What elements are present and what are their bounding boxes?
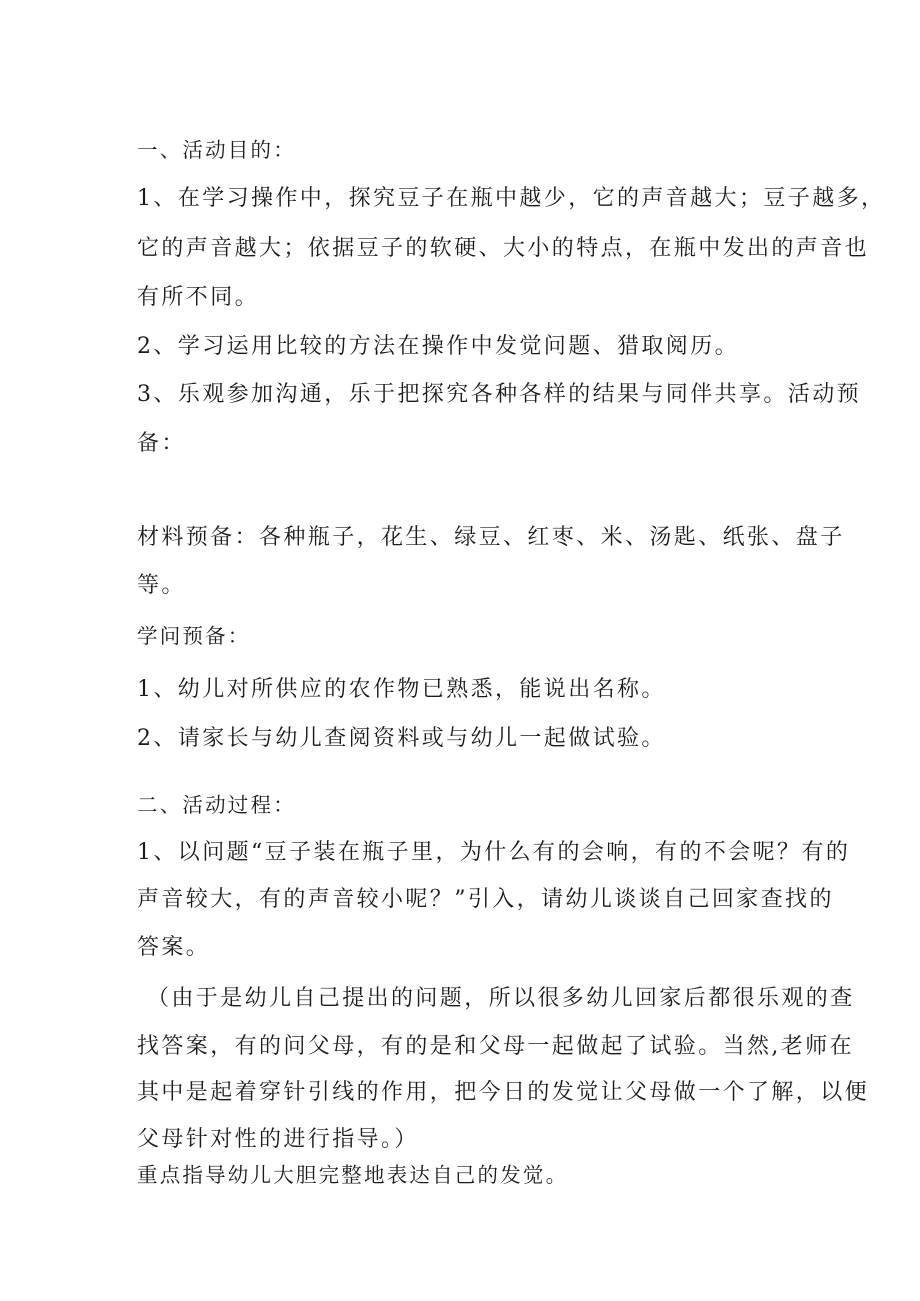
knowledge-item-2: 2、请家长与幼儿查阅资料或与幼儿一起做试验。 <box>137 726 666 751</box>
note-line-3: 其中是起着穿针引线的作用，把今日的发觉让父母做一个了解，以便 <box>137 1080 870 1105</box>
process-1-line-1: 1、以问题“豆子装在瓶子里，为什么有的会响，有的不会呢？有的 <box>137 840 851 865</box>
key-guidance: 重点指导幼儿大胆完整地表达自己的发觉。 <box>137 1163 569 1187</box>
materials-line-2: 等。 <box>137 573 186 598</box>
knowledge-heading: 学问预备： <box>137 624 251 648</box>
note-line-1: （由于是幼儿自己提出的问题，所以很多幼儿回家后都很乐观的查 <box>147 986 855 1011</box>
note-line-4: 父母针对性的进行指导。） <box>137 1127 419 1152</box>
section-heading-process: 二、活动过程： <box>137 793 296 817</box>
objective-3-line-2: 备： <box>137 431 186 456</box>
objective-1-line-1: 1、在学习操作中，探究豆子在瓶中越少，它的声音越大；豆子越多， <box>137 186 886 211</box>
objective-3-line-1: 3、乐观参加沟通，乐于把探究各种各样的结果与同伴共享。活动预 <box>137 382 861 407</box>
objective-1-line-2: 它的声音越大；依据豆子的软硬、大小的特点，在瓶中发出的声音也 <box>137 236 870 261</box>
process-1-line-2: 声音较大，有的声音较小呢？”引入，请幼儿谈谈自己回家查找的 <box>137 887 834 912</box>
objective-2: 2、学习运用比较的方法在操作中发觉问题、猎取阅历。 <box>137 334 739 359</box>
section-heading-objectives: 一、活动目的： <box>137 138 296 162</box>
objective-1-line-3: 有所不同。 <box>137 285 260 310</box>
materials-line-1: 材料预备：各种瓶子，花生、绿豆、红枣、米、汤匙、纸张、盘子 <box>137 525 845 550</box>
note-line-2: 找答案，有的问父母，有的是和父母一起做起了试验。当然,老师在 <box>137 1034 854 1059</box>
knowledge-item-1: 1、幼儿对所供应的农作物已熟悉，能说出名称。 <box>137 677 666 702</box>
process-1-line-3: 答案。 <box>137 935 211 960</box>
